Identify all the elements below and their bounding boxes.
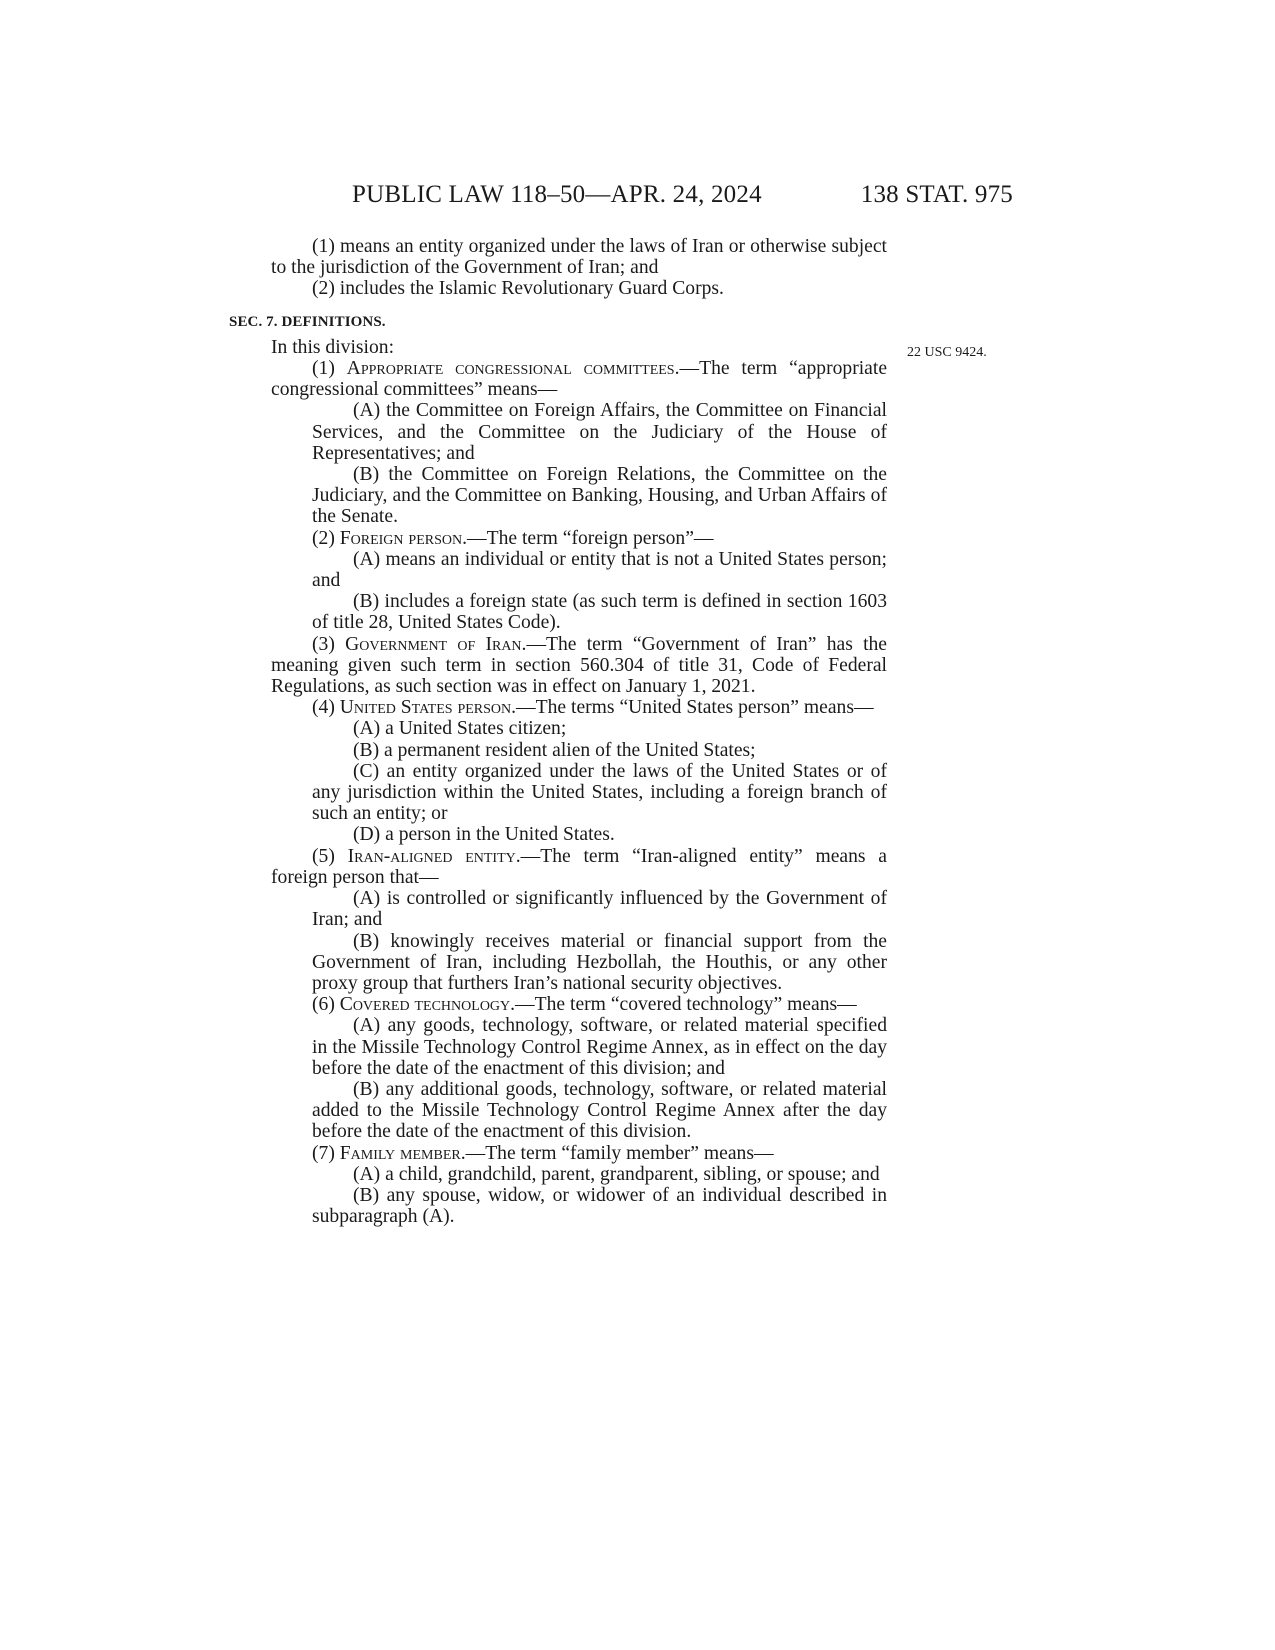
definition-5-a: (A) is controlled or significantly influenced by the Government of Iran; and [312, 888, 887, 931]
definition-4-a: (A) a United States citizen; [353, 718, 567, 740]
definition-6-b: (B) any additional goods, technology, software, or related material added to the Missile Technology Control Regime Annex after the day before the date of the enactment of this division. [312, 1078, 887, 1143]
definition-7-b: (B) any spouse, widow, or widower of an individual described in subparagraph (A). [312, 1184, 887, 1228]
definition-4: (4) United States person.—The terms “United States person” means— [312, 697, 874, 719]
continuation-item-1: (1) means an entity organized under the laws of Iran or otherwise subject to the jurisdiction of the Government of Iran; and [271, 236, 887, 279]
section-intro: In this division: [271, 336, 395, 358]
definition-2: (2) Foreign person.—The term “foreign person”— [312, 527, 714, 549]
body-text [229, 236, 888, 1228]
definition-4-d: (D) a person in the United States. [353, 824, 615, 846]
definition-7-a: (A) a child, grandchild, parent, grandparent, sibling, or spouse; and [353, 1163, 880, 1185]
definition-2-a: (A) means an individual or entity that is not a United States person; and [312, 548, 887, 592]
definition-6-a: (A) any goods, technology, software, or related material specified in the Missile Technology Control Regime Annex, as in effect on the day before the date of the enactment of this division; and [312, 1015, 887, 1079]
definition-term: United States person [339, 697, 512, 719]
definition-4-c: (C) an entity organized under the laws of the United States or of any jurisdiction within the United States, including a foreign branch of such an entity; or [312, 760, 887, 825]
usc-margin-note: 22 USC 9424. [907, 345, 987, 360]
continuation-item-2: (2) includes the Islamic Revolutionary Guard Corps. [312, 278, 724, 300]
definition-term: Government of Iran [345, 633, 522, 655]
definition-1-a: (A) the Committee on Foreign Affairs, the Committee on Financial Services, and the Committee on the Judiciary of the House of Representatives; and [312, 400, 887, 464]
definition-1: (1) Appropriate congressional committees.—The term “appropriate congressional committees” means— [271, 358, 888, 401]
definition-term: Appropriate congressional committees [346, 358, 675, 380]
definition-5-b: (B) knowingly receives material or financial support from the Government of Iran, including Hezbollah, the Houthis, or any other proxy group that furthers Iran’s national security objectives. [312, 930, 887, 994]
page-reference: 138 STAT. 975 [860, 181, 1013, 208]
definition-6: (6) Covered technology.—The term “covered technology” means— [312, 994, 857, 1016]
definition-4-b: (B) a permanent resident alien of the United States; [353, 739, 756, 761]
definition-term: Family member [339, 1142, 461, 1164]
definition-term: Iran-aligned entity [347, 845, 516, 867]
definition-5: (5) Iran-aligned entity.—The term “Iran-aligned entity” means a foreign person that— [271, 845, 887, 888]
definition-3: (3) Government of Iran.—The term “Government of Iran” has the meaning given such term in section 560.304 of title 31, Code of Federal Regulations, as such section was in effect on January 1, 2021. [271, 633, 887, 698]
section-heading: SEC. 7. DEFINITIONS. [229, 313, 386, 330]
definition-term: Covered technology [339, 994, 511, 1016]
definition-2-b: (B) includes a foreign state (as such term is defined in section 1603 of title 28, United States Code). [312, 591, 887, 634]
definition-term: Foreign person [339, 527, 463, 549]
definition-7: (7) Family member.—The term “family member” means— [312, 1142, 774, 1164]
running-header-title: PUBLIC LAW 118–50—APR. 24, 2024 [352, 181, 762, 208]
definition-1-b: (B) the Committee on Foreign Relations, the Committee on the Judiciary, and the Committee on Banking, Housing, and Urban Affairs of the Senate. [312, 464, 887, 528]
